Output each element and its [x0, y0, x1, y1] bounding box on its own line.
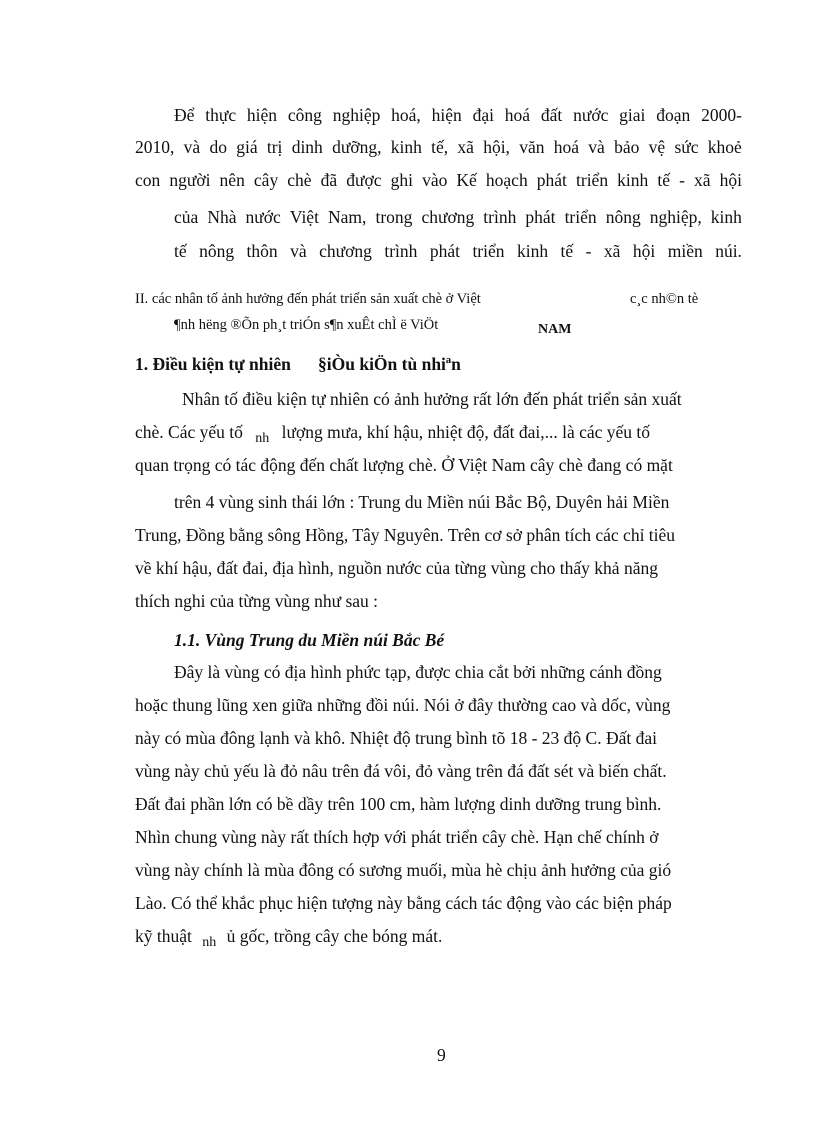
word: vào	[422, 170, 448, 190]
word: đất	[540, 105, 563, 125]
word: phát	[429, 241, 460, 261]
word: -	[679, 170, 685, 190]
para-1-line-4: trên 4 vùng sinh thái lớn : Trung du Miền núi Bắc Bộ, Duyên hải Miền	[174, 492, 670, 512]
word: phát	[536, 170, 567, 190]
word: thôn	[246, 241, 278, 261]
word: xã	[603, 241, 621, 261]
para-2-line-8: Lào. Có thể khắc phục hiện tượng này bằng cách tác động vào các biện pháp	[135, 893, 672, 913]
para-2-line-3: này có mùa đông lạnh và khô. Nhiệt độ trung bình tõ 18 - 23 độ C. Đất đai	[135, 728, 658, 748]
para-1-line-2-fragment: nh	[255, 431, 270, 446]
word: và	[290, 241, 307, 261]
word: Để	[174, 105, 195, 125]
heading-1-1-title: 1.1. Vùng Trung du Miền núi Bắc Bé	[174, 630, 445, 650]
word: nông	[605, 207, 641, 227]
intro-line-5	[174, 239, 742, 263]
word: dưỡng,	[332, 137, 382, 157]
word: Việt	[289, 207, 319, 227]
word: trình	[483, 207, 517, 227]
word: chương	[319, 241, 372, 261]
word: người	[169, 170, 211, 190]
para-2-line-9-end: ủ gốc, trồng cây che bóng mát.	[226, 926, 443, 946]
para-1-line-5: Trung, Đồng bằng sông Hồng, Tây Nguyên. Trên cơ sở phân tích các chỉ tiêu	[135, 525, 676, 545]
word: và	[183, 137, 201, 157]
para-2-line-9	[135, 924, 442, 951]
word: hoá,	[391, 105, 421, 125]
para-1-line-2-end: lượng mưa, khí hậu, nhiệt độ, đất đai,... là các yếu tố	[281, 422, 651, 442]
word: phát	[525, 207, 556, 227]
word: dinh	[291, 137, 323, 157]
word: con	[135, 170, 161, 190]
word: xã	[693, 170, 711, 190]
word: vệ	[648, 137, 666, 157]
word: nghiệp,	[649, 207, 702, 227]
word: miền	[667, 241, 703, 261]
word: hội	[632, 241, 656, 261]
para-2-line-9-start: kỹ thuật	[135, 926, 192, 946]
word: chương	[421, 207, 475, 227]
para-2-line-5: Đất đai phần lớn có bề dầy trên 100 cm, hàm lượng dinh dưỡng trung bình.	[135, 794, 662, 814]
intro-line-4	[174, 205, 742, 229]
word: nước	[245, 207, 281, 227]
word: sức	[674, 137, 699, 157]
word: bảo	[614, 137, 640, 157]
word: trong	[375, 207, 413, 227]
word: do	[209, 137, 227, 157]
para-1-line-6: về khí hậu, đất đai, địa hình, nguồn nước của từng vùng cho thấy khả năng	[135, 558, 658, 578]
word: núi.	[715, 241, 742, 261]
word: triển	[472, 241, 505, 261]
word: nghiệp	[332, 105, 381, 125]
word: Nam,	[328, 207, 367, 227]
word: tế	[560, 241, 574, 261]
word: hội,	[483, 137, 510, 157]
page-number: 9	[437, 1045, 446, 1065]
word: được	[346, 170, 382, 190]
word: kinh	[710, 207, 742, 227]
word: trị	[266, 137, 283, 157]
para-1-line-2	[135, 420, 650, 447]
word: ghi	[390, 170, 413, 190]
word: triển	[564, 207, 597, 227]
word: hoá	[553, 137, 580, 157]
word: khoẻ	[707, 137, 742, 157]
word: hiện	[431, 105, 462, 125]
word: kinh	[390, 137, 422, 157]
word: cây	[253, 170, 279, 190]
word: Nhà	[207, 207, 237, 227]
word: thực	[205, 105, 237, 125]
word: triển	[576, 170, 609, 190]
word: trình	[384, 241, 418, 261]
section-2-garbled-tail: c¸c nh©n tè	[630, 291, 699, 307]
word: và	[588, 137, 605, 157]
word: tế	[657, 170, 670, 190]
word: văn	[519, 137, 545, 157]
para-1-line-7: thích nghi của từng vùng như sau :	[135, 591, 379, 611]
para-2-line-9-fragment: nh	[202, 935, 217, 950]
word: giai	[619, 105, 646, 125]
para-1-line-2-start: chè. Các yếu tố	[135, 422, 243, 442]
word: hoạch	[485, 170, 528, 190]
word: đại	[472, 105, 494, 125]
word: nông	[199, 241, 235, 261]
word: hoá	[504, 105, 531, 125]
section-2-title: II. các nhân tố ảnh hưởng đến phát triển sản xuất chè ở Việt	[135, 291, 481, 307]
word: 2000-	[701, 105, 742, 125]
word: tế	[174, 241, 187, 261]
section-2-garbled-line: ¶nh hëng ®Õn ph¸t triÓn s¶n xuÊt chÌ ë ViÖt	[174, 317, 439, 333]
heading-1-title: 1. Điều kiện tự nhiên	[135, 354, 291, 374]
word: của	[174, 207, 199, 227]
word: đoạn	[656, 105, 691, 125]
word: tế,	[431, 137, 449, 157]
section-2-nam: NAM	[538, 322, 572, 337]
word: kinh	[617, 170, 649, 190]
word: nước	[573, 105, 609, 125]
intro-line-3	[135, 168, 742, 192]
para-2-line-1: Đây là vùng có địa hình phức tạp, được chia cắt bởi những cánh đồng	[174, 662, 662, 682]
word: giá	[236, 137, 258, 157]
para-2-line-2: hoặc thung lũng xen giữa những đồi núi. Nói ở đây thường cao và dốc, vùng	[135, 695, 671, 715]
intro-line-1	[174, 103, 742, 127]
para-2-line-7: vùng này chính là mùa đông có sương muối, mùa hè chịu ảnh hưởng của gió	[135, 860, 672, 880]
heading-1-garbled: §iÒu kiÖn tù nhiªn	[318, 354, 461, 374]
para-1-line-3: quan trọng có tác động đến chất lượng chè. Ở Việt Nam cây chè đang có mặt	[135, 455, 673, 475]
word: hội	[719, 170, 742, 190]
para-1-line-1: Nhân tố điều kiện tự nhiên có ảnh hưởng rất lớn đến phát triển sản xuất	[182, 389, 682, 409]
word: xã	[457, 137, 474, 157]
word: nên	[219, 170, 245, 190]
word: công	[287, 105, 322, 125]
intro-line-2	[135, 135, 742, 159]
word: hiện	[246, 105, 278, 125]
para-2-line-4: vùng này chủ yếu là đỏ nâu trên đá vôi, đỏ vàng trên đá đất sét và biến chất.	[135, 761, 667, 781]
word: đã	[320, 170, 338, 190]
para-2-line-6: Nhìn chung vùng này rất thích hợp với phát triển cây chè. Hạn chế chính ở	[135, 827, 659, 847]
word: -	[585, 241, 592, 261]
word: Kế	[456, 170, 477, 190]
word: chè	[287, 170, 312, 190]
word: kinh	[516, 241, 549, 261]
word: 2010,	[135, 137, 175, 157]
